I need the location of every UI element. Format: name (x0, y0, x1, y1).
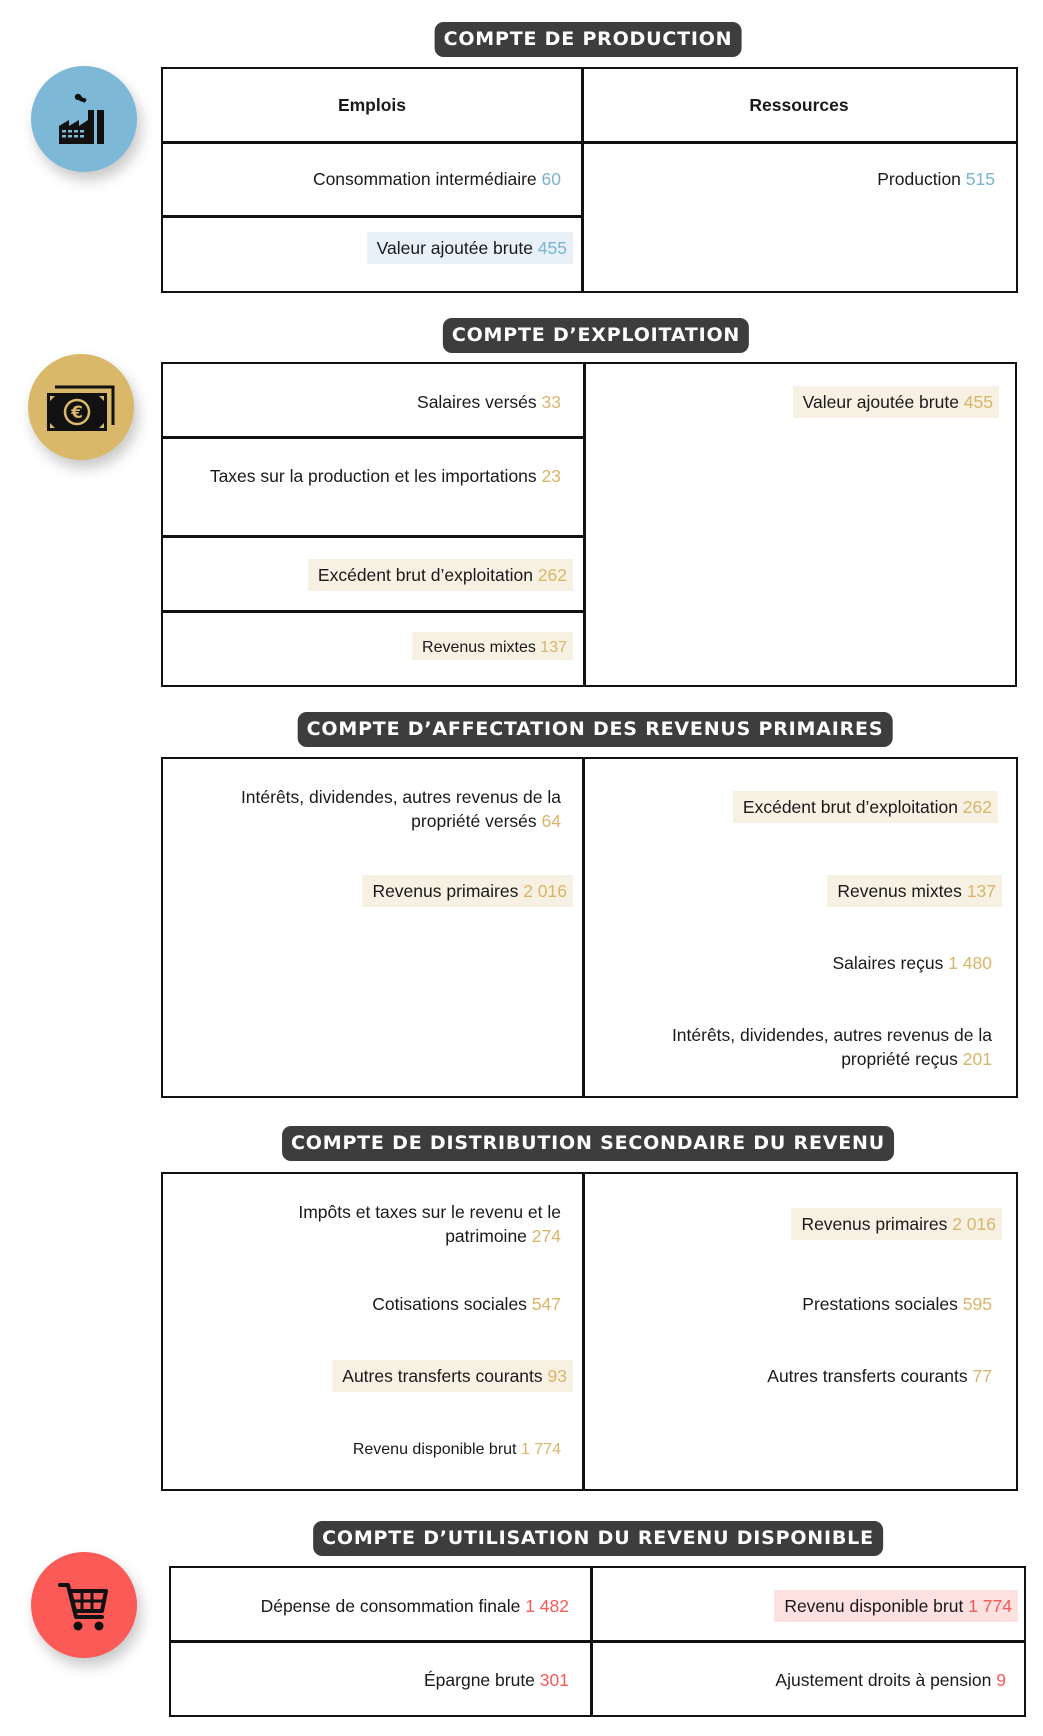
entry-interets-recus: Intérêts, dividendes, autres revenus de la propriété reçus 201 (671, 1025, 992, 1069)
entry-ajustement-droits-pension: Ajustement droits à pension 9 (775, 1670, 1006, 1690)
entry-depense-consommation-finale: Dépense de consommation finale 1 482 (260, 1596, 569, 1616)
entry-salaires-verses: Salaires versés 33 (417, 392, 561, 412)
entry-consommation-intermediaire: Consommation intermédiaire 60 (312, 169, 561, 189)
entry-autres-transferts-recus: Autres transferts courants 77 (767, 1366, 992, 1386)
section-title-exploitation: COMPTE D’EXPLOITATION (443, 318, 749, 353)
header-emplois: Emplois (337, 95, 407, 115)
entry-revenu-disponible-brut-ressource: Revenu disponible brut 1 774 (592, 1590, 1018, 1622)
entry-taxes-production-importations: Taxes sur la production et les importations 23 (209, 466, 561, 486)
exploitation-icon-badge (28, 354, 134, 460)
entry-revenu-disponible-brut: Revenu disponible brut 1 774 (352, 1441, 561, 1458)
utilisation-icon-badge (31, 1552, 137, 1658)
distribution-account-table (161, 1172, 1018, 1491)
entry-salaires-recus: Salaires reçus 1 480 (832, 953, 992, 973)
entry-autres-transferts-verses: Autres transferts courants 93 (163, 1360, 573, 1392)
entry-revenus-primaires-ressource: Revenus primaires 2 016 (584, 1208, 1002, 1240)
entry-excedent-brut-exploitation: Excédent brut d’exploitation 262 (163, 559, 573, 591)
factory-icon (53, 88, 115, 150)
header-ressources: Ressources (749, 95, 849, 115)
section-title-utilisation: COMPTE D’UTILISATION DU REVENU DISPONIBLE (313, 1521, 883, 1556)
production-account-table (161, 67, 1018, 293)
entry-cotisations-sociales: Cotisations sociales 547 (372, 1294, 561, 1314)
shopping-cart-icon (54, 1575, 114, 1635)
entry-valeur-ajoutee-brute: Valeur ajoutée brute 455 (163, 232, 573, 264)
section-title-affectation: COMPTE D’AFFECTATION DES REVENUS PRIMAIRES (298, 712, 893, 747)
entry-prestations-sociales: Prestations sociales 595 (802, 1294, 992, 1314)
utilisation-account-table (169, 1566, 1026, 1717)
section-title-distribution: COMPTE DE DISTRIBUTION SECONDAIRE DU REVENU (282, 1126, 894, 1161)
entry-revenus-mixtes-ressource: Revenus mixtes 137 (584, 875, 1002, 907)
exploitation-account-table (161, 362, 1017, 687)
entry-impots-taxes: Impôts et taxes sur le revenu et le patrimoine 274 (298, 1202, 561, 1246)
entry-revenus-mixtes: Revenus mixtes 137 (163, 632, 573, 660)
section-title-production: COMPTE DE PRODUCTION (435, 22, 742, 57)
affectation-account-table (161, 757, 1018, 1098)
entry-interets-verses: Intérêts, dividendes, autres revenus de la propriété versés 64 (240, 787, 561, 831)
svg-text:€: € (71, 403, 83, 423)
production-icon-badge (31, 66, 137, 172)
entry-revenus-primaires: Revenus primaires 2 016 (163, 875, 573, 907)
entry-excedent-brut-exploitation-ressource: Excédent brut d’exploitation 262 (584, 791, 998, 823)
entry-valeur-ajoutee-brute-ressource: Valeur ajoutée brute 455 (585, 386, 999, 418)
entry-epargne-brute: Épargne brute 301 (424, 1670, 569, 1690)
entry-production: Production 515 (877, 169, 995, 189)
euro-banknote-icon (41, 377, 121, 437)
